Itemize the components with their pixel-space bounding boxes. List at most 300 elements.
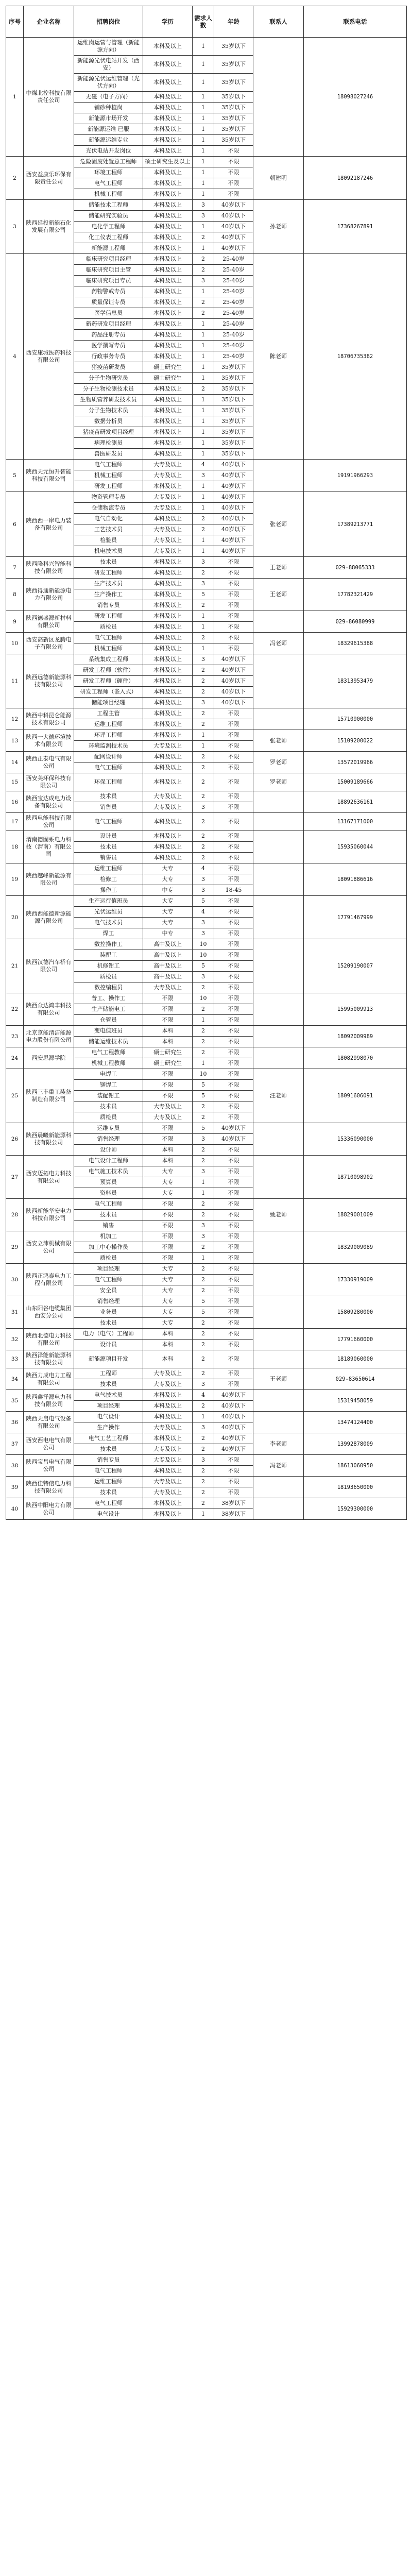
contact-phone-cell: 18098027246 xyxy=(304,38,407,157)
education-cell: 高中及以上 xyxy=(143,972,193,982)
education-cell: 大专及以上 xyxy=(143,982,193,993)
job-post-cell: 环保工程师 xyxy=(74,773,143,791)
company-name-cell: 陕西晨曦新能源科技有限公司 xyxy=(24,1123,74,1156)
age-cell: 35岁以下 xyxy=(214,56,253,74)
headcount-cell: 1 xyxy=(193,503,214,514)
table-row xyxy=(6,1390,407,1401)
education-cell: 本科及以上 xyxy=(143,665,193,676)
contact-phone-cell: 15809280000 xyxy=(304,1296,407,1329)
contact-person-cell: 罗老师 xyxy=(253,752,304,773)
headcount-cell: 3 xyxy=(193,1221,214,1231)
headcount-cell: 3 xyxy=(193,972,214,982)
age-cell: 不限 xyxy=(214,1231,253,1242)
contact-person-cell: 李老师 xyxy=(253,1433,304,1455)
age-cell: 35岁以下 xyxy=(214,92,253,103)
age-cell: 不限 xyxy=(214,1091,253,1101)
education-cell: 本科及以上 xyxy=(143,395,193,405)
age-cell: 40岁以下 xyxy=(214,232,253,243)
table-header xyxy=(6,6,407,38)
education-cell: 硕士研究生 xyxy=(143,373,193,384)
job-post-cell: 变电值班员 xyxy=(74,1026,143,1037)
seq-cell: 31 xyxy=(6,1296,24,1329)
job-post-cell: 销售员 xyxy=(74,853,143,863)
seq-cell: 40 xyxy=(6,1498,24,1520)
contact-phone-cell: 18329615388 xyxy=(304,633,407,654)
contact-person-cell xyxy=(253,1264,304,1296)
age-cell: 25-40岁 xyxy=(214,276,253,286)
headcount-cell: 2 xyxy=(193,1477,214,1487)
recruitment-table xyxy=(6,6,407,1520)
education-cell: 大专及以上 xyxy=(143,535,193,546)
table-row xyxy=(6,896,407,907)
headcount-cell: 3 xyxy=(193,918,214,928)
age-cell: 40岁以下 xyxy=(214,460,253,470)
company-name-cell: 西安西电电气有限公司 xyxy=(24,1433,74,1455)
contact-phone-cell: 18329009089 xyxy=(304,1231,407,1264)
education-cell: 大专及以上 xyxy=(143,1368,193,1379)
company-name-cell: 陕西宝昌电气有限公司 xyxy=(24,1455,74,1477)
age-cell: 不限 xyxy=(214,633,253,643)
age-cell: 不限 xyxy=(214,1285,253,1296)
education-cell: 本科 xyxy=(143,1340,193,1350)
age-cell: 不限 xyxy=(214,773,253,791)
table-row xyxy=(6,1455,407,1466)
contact-phone-cell: 13572019966 xyxy=(304,752,407,773)
age-cell: 不限 xyxy=(214,982,253,993)
seq-cell: 32 xyxy=(6,1329,24,1350)
headcount-cell: 1 xyxy=(193,427,214,438)
education-cell: 大专 xyxy=(143,1318,193,1329)
contact-phone-cell: 13167171000 xyxy=(304,813,407,831)
education-cell: 本科及以上 xyxy=(143,622,193,633)
seq-cell: 9 xyxy=(6,611,24,633)
headcount-cell: 1 xyxy=(193,330,214,341)
seq-cell: 18 xyxy=(6,831,24,863)
job-post-cell: 储能研究实验员 xyxy=(74,211,143,222)
company-name-cell: 陕西天启电气设备有限公司 xyxy=(24,1412,74,1433)
table-row xyxy=(6,157,407,167)
job-post-cell: 研发工程师 xyxy=(74,611,143,622)
company-name-cell: 陕西新能华安电力科技有限公司 xyxy=(24,1199,74,1231)
contact-phone-cell: 19191966293 xyxy=(304,460,407,492)
headcount-cell: 1 xyxy=(193,405,214,416)
company-name-cell: 陕西众达鸿丰科技有限公司 xyxy=(24,993,74,1026)
education-cell: 本科及以上 xyxy=(143,405,193,416)
education-cell: 本科及以上 xyxy=(143,708,193,719)
education-cell: 本科 xyxy=(143,1026,193,1037)
seq-cell: 36 xyxy=(6,1412,24,1433)
table-row xyxy=(6,1477,407,1487)
contact-phone-cell: 15336090000 xyxy=(304,1123,407,1156)
job-post-cell: 安全员 xyxy=(74,1285,143,1296)
age-cell: 40岁以下 xyxy=(214,1390,253,1401)
job-post-cell: 储能项目经理 xyxy=(74,698,143,708)
education-cell: 本科及以上 xyxy=(143,167,193,178)
age-cell: 40岁以下 xyxy=(214,524,253,535)
education-cell: 本科及以上 xyxy=(143,611,193,622)
company-name-cell: 陕西正泰电气有限公司 xyxy=(24,752,74,773)
age-cell: 不限 xyxy=(214,1466,253,1477)
job-post-cell: 项目经理 xyxy=(74,1264,143,1275)
table-body xyxy=(6,38,407,1520)
headcount-cell: 1 xyxy=(193,92,214,103)
job-post-cell: 电力（电气）工程师 xyxy=(74,1329,143,1340)
job-post-cell: 技术员 xyxy=(74,1487,143,1498)
age-cell: 40岁以下 xyxy=(214,514,253,524)
age-cell: 不限 xyxy=(214,1221,253,1231)
job-post-cell: 电气工程师 xyxy=(74,633,143,643)
contact-phone-cell: 029-88065333 xyxy=(304,557,407,579)
education-cell: 不限 xyxy=(143,1221,193,1231)
table-row xyxy=(6,939,407,950)
education-cell: 本科及以上 xyxy=(143,416,193,427)
job-post-cell: 储能运维技术员 xyxy=(74,1037,143,1047)
age-cell: 35岁以下 xyxy=(214,427,253,438)
headcount-cell: 4 xyxy=(193,863,214,874)
seq-cell: 8 xyxy=(6,579,24,611)
job-post-cell: 铆焊工 xyxy=(74,1080,143,1091)
job-post-cell: 电气技术员 xyxy=(74,918,143,928)
age-cell: 不限 xyxy=(214,1350,253,1368)
job-post-cell: 质检员 xyxy=(74,622,143,633)
headcount-cell: 2 xyxy=(193,773,214,791)
company-name-cell: 陕西西一岸电力装备有限公司 xyxy=(24,492,74,557)
seq-cell: 10 xyxy=(6,633,24,654)
job-post-cell: 分子生物研究员 xyxy=(74,373,143,384)
contact-person-cell xyxy=(253,791,304,813)
headcount-cell: 4 xyxy=(193,1390,214,1401)
contact-person-cell xyxy=(253,1231,304,1264)
age-cell: 25-40岁 xyxy=(214,308,253,319)
job-post-cell: 销售经理 xyxy=(74,1134,143,1145)
education-cell: 本科及以上 xyxy=(143,514,193,524)
education-cell: 本科及以上 xyxy=(143,481,193,492)
company-name-cell: 西安康城医药科技有限公司 xyxy=(24,254,74,460)
age-cell: 35岁以下 xyxy=(214,38,253,56)
education-cell: 中专 xyxy=(143,928,193,939)
header-education: 学历 xyxy=(143,6,193,38)
headcount-cell: 2 xyxy=(193,831,214,842)
job-post-cell: 电气设计 xyxy=(74,1412,143,1422)
job-post-cell: 运维岗运营与管理（新能源方向） xyxy=(74,38,143,56)
job-post-cell: 环评工程师 xyxy=(74,730,143,741)
job-post-cell: 设计员 xyxy=(74,831,143,842)
contact-person-cell xyxy=(253,1390,304,1412)
contact-phone-cell: 18613060950 xyxy=(304,1455,407,1477)
education-cell: 硕士研究生 xyxy=(143,1047,193,1058)
age-cell: 不限 xyxy=(214,1188,253,1199)
age-cell: 40岁以下 xyxy=(214,676,253,687)
education-cell: 本科及以上 xyxy=(143,286,193,297)
job-post-cell: 仓管员 xyxy=(74,1015,143,1026)
job-post-cell: 运维工程师 xyxy=(74,863,143,874)
headcount-cell: 2 xyxy=(193,1210,214,1221)
age-cell: 不限 xyxy=(214,1455,253,1466)
education-cell: 本科及以上 xyxy=(143,56,193,74)
education-cell: 本科及以上 xyxy=(143,752,193,762)
education-cell: 本科 xyxy=(143,1350,193,1368)
education-cell: 大专及以上 xyxy=(143,802,193,813)
age-cell: 不限 xyxy=(214,762,253,773)
table-row xyxy=(6,1047,407,1058)
age-cell: 不限 xyxy=(214,831,253,842)
education-cell: 本科及以上 xyxy=(143,308,193,319)
education-cell: 不限 xyxy=(143,1199,193,1210)
headcount-cell: 2 xyxy=(193,384,214,395)
headcount-cell: 1 xyxy=(193,1412,214,1422)
headcount-cell: 1 xyxy=(193,741,214,752)
age-cell: 35岁以下 xyxy=(214,124,253,135)
headcount-cell: 10 xyxy=(193,950,214,961)
header-post: 招聘岗位 xyxy=(74,6,143,38)
contact-phone-cell: 17791660000 xyxy=(304,1329,407,1350)
age-cell: 不限 xyxy=(214,907,253,918)
age-cell: 不限 xyxy=(214,1329,253,1340)
headcount-cell: 3 xyxy=(193,211,214,222)
headcount-cell: 2 xyxy=(193,514,214,524)
headcount-cell: 2 xyxy=(193,1275,214,1285)
age-cell: 不限 xyxy=(214,802,253,813)
headcount-cell: 1 xyxy=(193,319,214,330)
contact-phone-cell: 15935060044 xyxy=(304,831,407,863)
contact-phone-cell: 15109200022 xyxy=(304,730,407,752)
job-post-cell: 猪疫苗研发项目经理 xyxy=(74,427,143,438)
job-post-cell: 装配钳工 xyxy=(74,1091,143,1101)
contact-person-cell xyxy=(253,863,304,896)
age-cell: 不限 xyxy=(214,1026,253,1037)
headcount-cell: 2 xyxy=(193,791,214,802)
headcount-cell: 2 xyxy=(193,1026,214,1037)
headcount-cell: 1 xyxy=(193,351,214,362)
seq-cell: 4 xyxy=(6,254,24,460)
job-post-cell: 电气技术员 xyxy=(74,1390,143,1401)
education-cell: 本科及以上 xyxy=(143,297,193,308)
job-post-cell: 加工中心操作员 xyxy=(74,1242,143,1253)
table-row xyxy=(6,752,407,762)
job-post-cell: 数控操作工 xyxy=(74,939,143,950)
education-cell: 本科及以上 xyxy=(143,38,193,56)
headcount-cell: 3 xyxy=(193,1134,214,1145)
seq-cell: 29 xyxy=(6,1231,24,1264)
age-cell: 不限 xyxy=(214,1101,253,1112)
age-cell: 不限 xyxy=(214,1242,253,1253)
table-row xyxy=(6,1199,407,1210)
headcount-cell: 3 xyxy=(193,698,214,708)
education-cell: 不限 xyxy=(143,1210,193,1221)
headcount-cell: 1 xyxy=(193,341,214,351)
table-row xyxy=(6,1368,407,1379)
seq-cell: 25 xyxy=(6,1069,24,1123)
headcount-cell: 2 xyxy=(193,1444,214,1455)
education-cell: 本科及以上 xyxy=(143,853,193,863)
age-cell: 25-40岁 xyxy=(214,341,253,351)
age-cell: 38岁以下 xyxy=(214,1509,253,1520)
education-cell: 大专及以上 xyxy=(143,1112,193,1123)
job-post-cell: 销售员 xyxy=(74,802,143,813)
age-cell: 35岁以下 xyxy=(214,438,253,449)
seq-cell: 39 xyxy=(6,1477,24,1498)
age-cell: 40岁以下 xyxy=(214,222,253,232)
contact-phone-cell: 15009189666 xyxy=(304,773,407,791)
job-post-cell: 电气工程师 xyxy=(74,460,143,470)
headcount-cell: 2 xyxy=(193,687,214,698)
contact-person-cell: 姚老师 xyxy=(253,1199,304,1231)
education-cell: 本科及以上 xyxy=(143,319,193,330)
education-cell: 大专及以上 xyxy=(143,1477,193,1487)
headcount-cell: 4 xyxy=(193,907,214,918)
education-cell: 不限 xyxy=(143,1091,193,1101)
education-cell: 本科及以上 xyxy=(143,633,193,643)
education-cell: 本科及以上 xyxy=(143,589,193,600)
headcount-cell: 2 xyxy=(193,254,214,265)
headcount-cell: 2 xyxy=(193,853,214,863)
contact-phone-cell: 18189060000 xyxy=(304,1350,407,1368)
headcount-cell: 1 xyxy=(193,481,214,492)
headcount-cell: 2 xyxy=(193,1487,214,1498)
seq-cell: 37 xyxy=(6,1433,24,1455)
table-row xyxy=(6,863,407,874)
seq-cell: 3 xyxy=(6,200,24,254)
job-post-cell: 数据分析员 xyxy=(74,416,143,427)
job-post-cell: 生产运行值班员 xyxy=(74,896,143,907)
contact-phone-cell: 13474124400 xyxy=(304,1412,407,1433)
company-name-cell: 陕西延投新能石化发展有限公司 xyxy=(24,200,74,254)
education-cell: 本科及以上 xyxy=(143,74,193,92)
education-cell: 不限 xyxy=(143,1004,193,1015)
job-post-cell: 销售 xyxy=(74,1221,143,1231)
job-post-cell: 质检员 xyxy=(74,972,143,982)
education-cell: 大专及以上 xyxy=(143,492,193,503)
education-cell: 大专 xyxy=(143,1177,193,1188)
seq-cell: 23 xyxy=(6,1026,24,1047)
job-post-cell: 电气工程师 xyxy=(74,1275,143,1285)
contact-phone-cell: 13992878009 xyxy=(304,1433,407,1455)
job-post-cell: 生产储能电工 xyxy=(74,1004,143,1015)
education-cell: 大专及以上 xyxy=(143,503,193,514)
education-cell: 不限 xyxy=(143,1242,193,1253)
education-cell: 本科 xyxy=(143,1329,193,1340)
headcount-cell: 1 xyxy=(193,373,214,384)
contact-phone-cell: 17389213771 xyxy=(304,492,407,557)
job-post-cell: 病理检测员 xyxy=(74,438,143,449)
job-post-cell: 药品注册专员 xyxy=(74,330,143,341)
education-cell: 大专 xyxy=(143,907,193,918)
education-cell: 本科及以上 xyxy=(143,676,193,687)
headcount-cell: 2 xyxy=(193,676,214,687)
headcount-cell: 2 xyxy=(193,633,214,643)
age-cell: 不限 xyxy=(214,557,253,568)
headcount-cell: 1 xyxy=(193,395,214,405)
seq-cell: 12 xyxy=(6,708,24,730)
job-post-cell: 机械工程教师 xyxy=(74,1058,143,1069)
age-cell: 40岁以下 xyxy=(214,1412,253,1422)
job-post-cell: 预算员 xyxy=(74,1177,143,1188)
company-name-cell: 渭南德固系电力科技（渭南）有限公司 xyxy=(24,831,74,863)
contact-person-cell xyxy=(253,708,304,730)
contact-phone-cell: 17791467999 xyxy=(304,896,407,939)
contact-person-cell xyxy=(253,1296,304,1329)
contact-phone-cell: 18892636161 xyxy=(304,791,407,813)
job-post-cell: 储能技术工程师 xyxy=(74,200,143,211)
seq-cell: 15 xyxy=(6,773,24,791)
age-cell: 40岁以下 xyxy=(214,1401,253,1412)
education-cell: 本科及以上 xyxy=(143,1390,193,1401)
age-cell: 不限 xyxy=(214,579,253,589)
job-post-cell: 电气工程师 xyxy=(74,178,143,189)
seq-cell: 6 xyxy=(6,492,24,557)
job-post-cell: 电气工程师 xyxy=(74,813,143,831)
job-post-cell: 装配工 xyxy=(74,950,143,961)
contact-phone-cell: 15710900000 xyxy=(304,708,407,730)
headcount-cell: 1 xyxy=(193,222,214,232)
contact-person-cell: 朝建明 xyxy=(253,157,304,200)
age-cell: 不限 xyxy=(214,813,253,831)
contact-person-cell xyxy=(253,460,304,492)
job-post-cell: 研发工程师 xyxy=(74,568,143,579)
contact-phone-cell: 029-86080999 xyxy=(304,611,407,633)
headcount-cell: 3 xyxy=(193,1231,214,1242)
education-cell: 本科及以上 xyxy=(143,730,193,741)
headcount-cell: 2 xyxy=(193,265,214,276)
education-cell: 大专及以上 xyxy=(143,1444,193,1455)
headcount-cell: 2 xyxy=(193,524,214,535)
job-post-cell: 电气自动化 xyxy=(74,514,143,524)
job-post-cell: 销售专员 xyxy=(74,1455,143,1466)
contact-person-cell xyxy=(253,1026,304,1047)
seq-cell: 33 xyxy=(6,1350,24,1368)
education-cell: 大专及以上 xyxy=(143,546,193,557)
job-post-cell: 机械工程师 xyxy=(74,643,143,654)
job-post-cell: 无磁（电子方向） xyxy=(74,92,143,103)
education-cell: 大专 xyxy=(143,918,193,928)
seq-cell: 1 xyxy=(6,38,24,157)
contact-person-cell: 孙老师 xyxy=(253,200,304,254)
job-post-cell: 项目经理 xyxy=(74,1401,143,1412)
table-row xyxy=(6,254,407,265)
header-phone: 联系电话 xyxy=(304,6,407,38)
company-name-cell: 西安益康乐环保有限责任公司 xyxy=(24,157,74,200)
job-post-cell: 行政事务专员 xyxy=(74,351,143,362)
age-cell: 35岁以下 xyxy=(214,74,253,92)
age-cell: 不限 xyxy=(214,1166,253,1177)
company-name-cell: 中煤北控科技有限责任公司 xyxy=(24,38,74,157)
company-name-cell: 陕西隆科兴智能科技有限公司 xyxy=(24,557,74,579)
age-cell: 不限 xyxy=(214,752,253,762)
education-cell: 不限 xyxy=(143,993,193,1004)
education-cell: 本科及以上 xyxy=(143,813,193,831)
education-cell: 硕士研究生 xyxy=(143,1058,193,1069)
headcount-cell: 4 xyxy=(193,460,214,470)
age-cell: 不限 xyxy=(214,853,253,863)
header-seq: 序号 xyxy=(6,6,24,38)
headcount-cell: 1 xyxy=(193,286,214,297)
headcount-cell: 2 xyxy=(193,1156,214,1166)
header-count: 需求人数 xyxy=(193,6,214,38)
job-post-cell: 生产操作 xyxy=(74,1422,143,1433)
age-cell: 不限 xyxy=(214,1340,253,1350)
seq-cell: 27 xyxy=(6,1156,24,1199)
age-cell: 不限 xyxy=(214,842,253,853)
age-cell: 不限 xyxy=(214,643,253,654)
contact-phone-cell: 15319458059 xyxy=(304,1390,407,1412)
table-row xyxy=(6,1231,407,1242)
contact-person-cell: 陈老师 xyxy=(253,254,304,460)
headcount-cell: 1 xyxy=(193,730,214,741)
age-cell: 不限 xyxy=(214,741,253,752)
job-post-cell: 工程主管 xyxy=(74,708,143,719)
age-cell: 40岁以下 xyxy=(214,546,253,557)
contact-person-cell xyxy=(253,1123,304,1156)
